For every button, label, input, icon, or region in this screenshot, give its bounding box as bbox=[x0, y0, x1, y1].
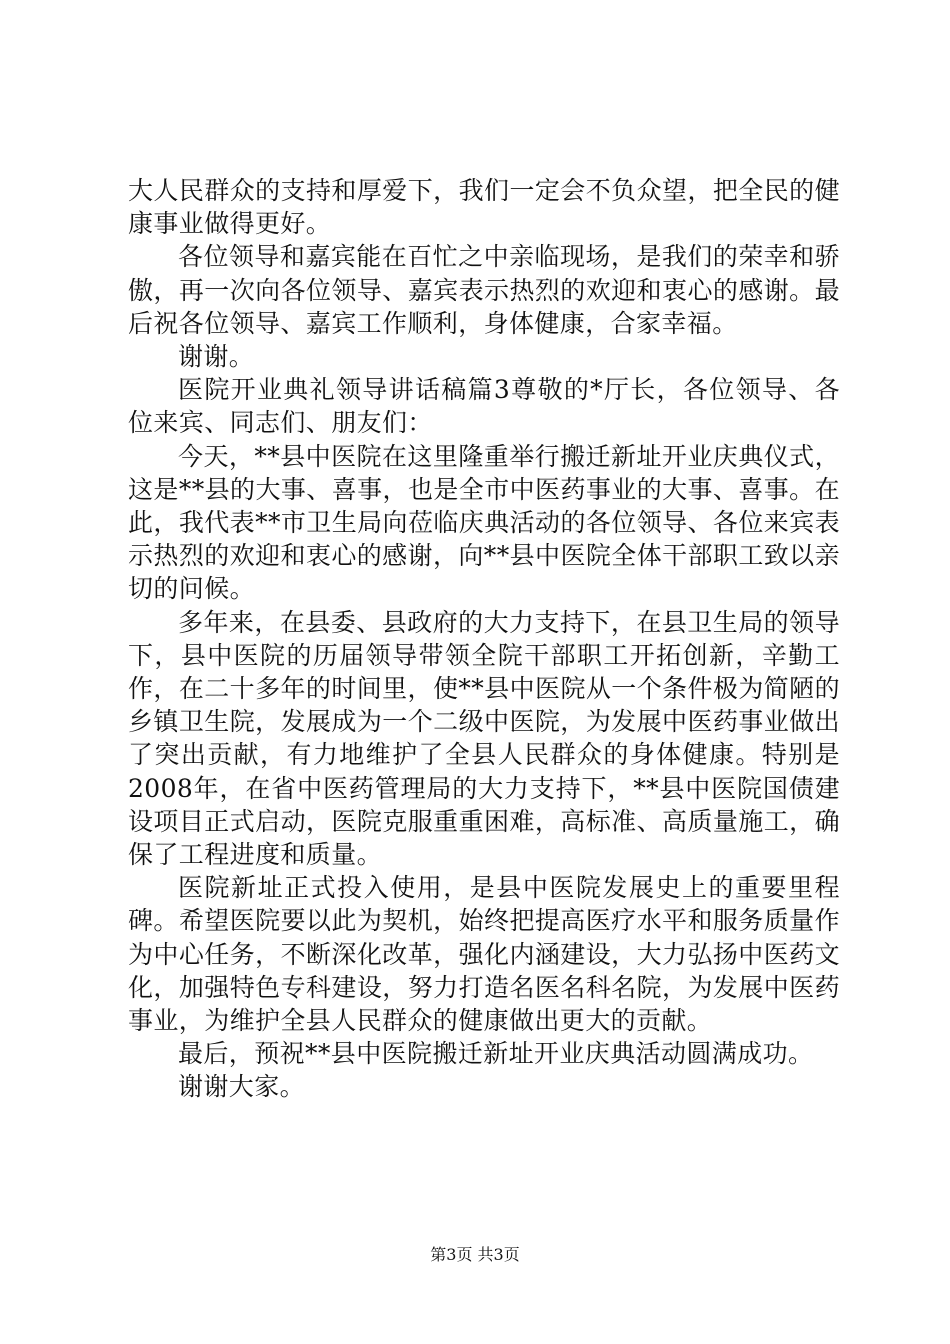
paragraph-1: 大人民群众的支持和厚爱下，我们一定会不负众望，把全民的健康事业做得更好。 bbox=[128, 176, 840, 239]
page-footer bbox=[0, 1244, 950, 1266]
paragraph-7: 医院新址正式投入使用，是县中医院发展史上的重要里程碑。希望医院要以此为契机，始终把提高医疗水平和服务质量作为中心任务，不断深化改革，强化内涵建设，大力弘扬中医药文化，加强特色专科建设，努力打造名医名科名院，为发展中医药事业，为维护全县人民群众的健康做出更大的贡献。 bbox=[128, 873, 840, 1036]
paragraph-6: 多年来，在县委、县政府的大力支持下，在县卫生局的领导下，县中医院的历届领导带领全院干部职工开拓创新，辛勤工作，在二十多年的时间里，使**县中医院从一个条件极为简陋的乡镇卫生院，发展成为一个二级中医院，为发展中医药事业做出了突出贡献，有力地维护了全县人民群众的身体健康。特别是2008年，在省中医药管理局的大力支持下，**县中医院国债建设项目正式启动，医院克服重重困难，高标准、高质量施工，确保了工程进度和质量。 bbox=[128, 607, 840, 870]
paragraph-8: 最后，预祝**县中医院搬迁新址开业庆典活动圆满成功。 bbox=[178, 1039, 814, 1069]
paragraph-5: 今天，**县中医院在这里隆重举行搬迁新址开业庆典仪式，这是**县的大事、喜事，也是全市中医药事业的大事、喜事。在此，我代表**市卫生局向莅临庆典活动的各位领导、各位来宾表示热烈的欢迎和衷心的感谢，向**县中医院全体干部职工致以亲切的问候。 bbox=[128, 441, 840, 604]
paragraph-4: 医院开业典礼领导讲话稿篇3尊敬的*厅长，各位领导、各位来宾、同志们、朋友们： bbox=[128, 375, 840, 438]
paragraph-3: 谢谢。 bbox=[178, 342, 255, 372]
paragraph-9: 谢谢大家。 bbox=[178, 1072, 306, 1102]
paragraph-2: 各位领导和嘉宾能在百忙之中亲临现场，是我们的荣幸和骄傲，再一次向各位领导、嘉宾表示热烈的欢迎和衷心的感谢。最后祝各位领导、嘉宾工作顺利，身体健康，合家幸福。 bbox=[128, 242, 840, 338]
page-number: 第3页 共3页 bbox=[430, 1245, 520, 1264]
document-body bbox=[128, 174, 840, 1104]
